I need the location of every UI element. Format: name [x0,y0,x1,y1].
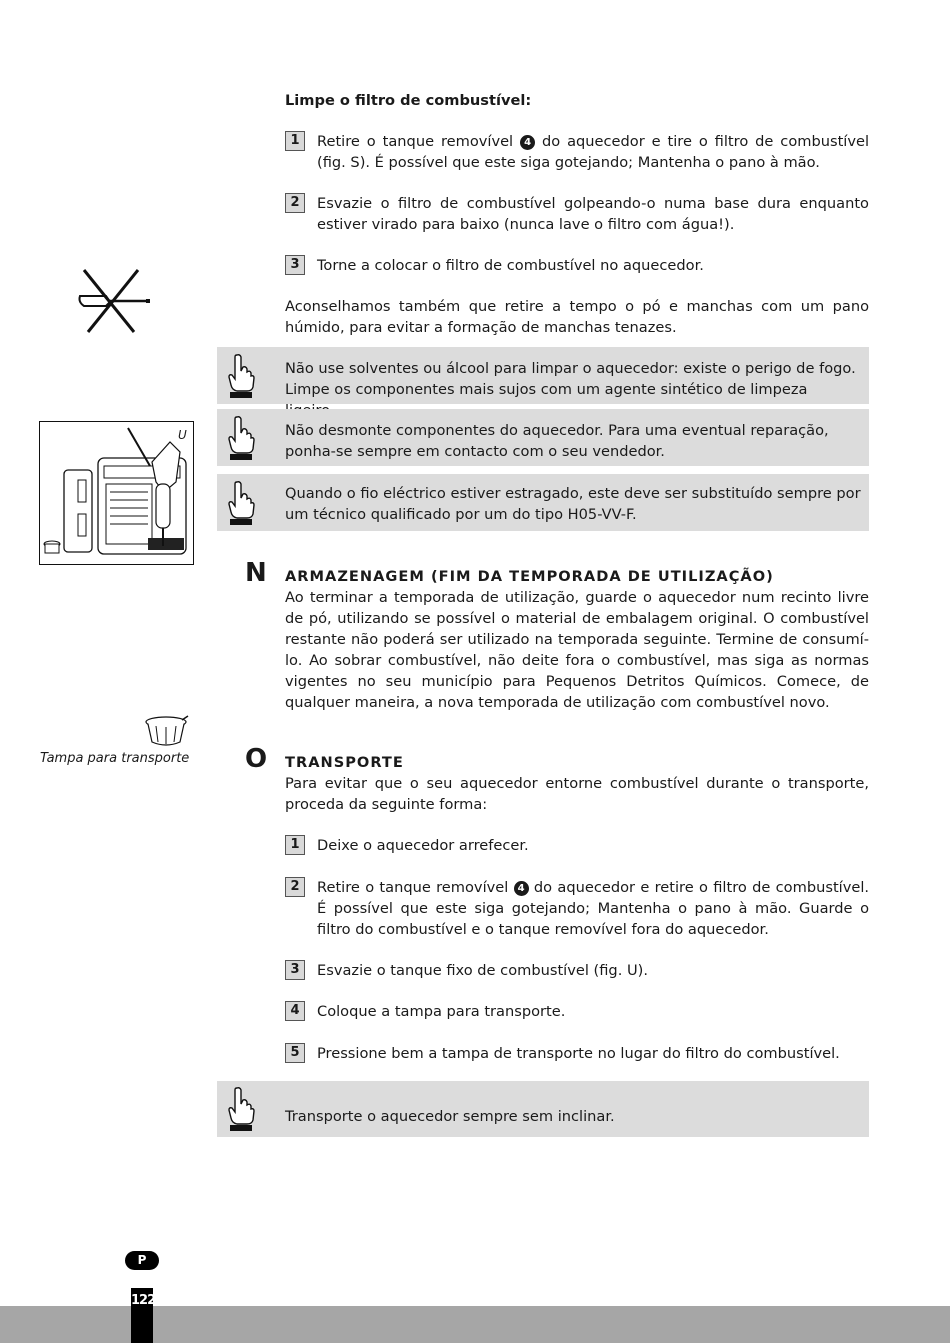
transport-step-4 [285,1001,869,1022]
figure-u [39,421,194,565]
step-text: Retire o tanque removível 4 do aquecedor e tire o filtro de combustível (fig. S). É possível que este siga gotejando; Mantenha o pano à mão. [317,133,870,171]
note-text: Quando o fio eléctrico estiver estragado, este deve ser substituído sempre por um técnico qualificado por um do tipo H05-VV-F. [285,485,861,523]
transport-step-2 [285,877,869,940]
language-badge: P [125,1251,159,1270]
step-number: 1 [285,131,305,151]
step-number: 4 [285,1001,305,1021]
storage-text: Ao terminar a temporada de utilização, guarde o aquecedor num recinto livre de pó, utilizando se possível o material de embalagem original. O combustível restante não poderá ser utilizado na temporada seguinte. Termine de consumí-lo. Ao sobrar combustível, não deite fora o combustível, mas siga as normas vigentes no seu município para Pequenos Detritos Químicos. Comece, de qualquer maneira, a nova temporada de utilização com combustível novo. [285,589,869,711]
step-text: Torne a colocar o filtro de combustível no aquecedor. [317,257,704,274]
transport-cap-icon [140,712,192,752]
note-text: Transporte o aquecedor sempre sem inclinar. [285,1108,615,1125]
note-text: Não use solventes ou álcool para limpar o aquecedor: existe o perigo de fogo. Limpe os componentes mais sujos com um agente sintético de limpeza [285,360,856,398]
transport-step-5 [285,1043,869,1064]
step-text: Deixe o aquecedor arrefecer. [317,837,529,854]
section-letter: O [245,744,268,774]
pointing-hand-icon [225,415,257,461]
transport-intro: Para evitar que o seu aquecedor entorne combustível durante o transporte, proceda da seguinte forma: [285,775,869,813]
note-box [217,1081,869,1137]
cap-caption: Tampa para transporte [40,751,190,766]
heater-draining-illustration [40,422,193,564]
tank-marker-icon: 4 [514,881,529,896]
step-number: 3 [285,960,305,980]
step-number: 1 [285,835,305,855]
note-text: Não desmonte componentes do aquecedor. Para uma eventual reparação, ponha-se sempre em contacto com o seu vendedor. [285,422,829,460]
transport-step-3 [285,960,869,981]
page-number: 122 [131,1293,156,1308]
step-number: 2 [285,877,305,897]
filter-heading: Limpe o filtro de combustível: [285,92,532,109]
note-box [217,409,869,466]
step-text: Esvazie o filtro de combustível golpeando-o numa base dura enquanto estiver virado para baixo (nunca lave o filtro com água!). [317,195,869,233]
step-text: Esvazie o tanque fixo de combustível (fig. U). [317,962,648,979]
pointing-hand-icon [225,353,257,399]
filter-step-3 [285,255,869,276]
pointing-hand-icon [225,1086,257,1132]
section-letter: N [245,558,267,588]
note-box [217,347,869,404]
no-screwdriver-icon [72,266,152,338]
step-number: 3 [285,255,305,275]
filter-advice: Aconselhamos também que retire a tempo o pó e manchas com um pano húmido, para evitar a formação de manchas tenazes. [285,298,869,336]
pointing-hand-icon [225,480,257,526]
figure-u-label: U [178,428,187,442]
tank-marker-icon: 4 [520,135,535,150]
filter-step-2 [285,193,869,235]
step-number: 2 [285,193,305,213]
step-text: Pressione bem a tampa de transporte no lugar do filtro do combustível. [317,1045,840,1062]
step-text: Coloque a tampa para transporte. [317,1003,566,1020]
transport-step-1 [285,835,869,856]
filter-step-1 [285,131,869,173]
note-box [217,474,869,531]
section-title: ARMAZENAGEM (FIM DA TEMPORADA DE UTILIZAÇÃO) [285,568,774,585]
step-text: Retire o tanque removível 4 do aquecedor e retire o filtro de combustível. É possível que este siga gotejando; Mantenha o pano à mão. Guarde o filtro do combustível e o tanque removível fora do aquecedor. [317,879,870,938]
section-title: TRANSPORTE [285,754,404,771]
step-number: 5 [285,1043,305,1063]
